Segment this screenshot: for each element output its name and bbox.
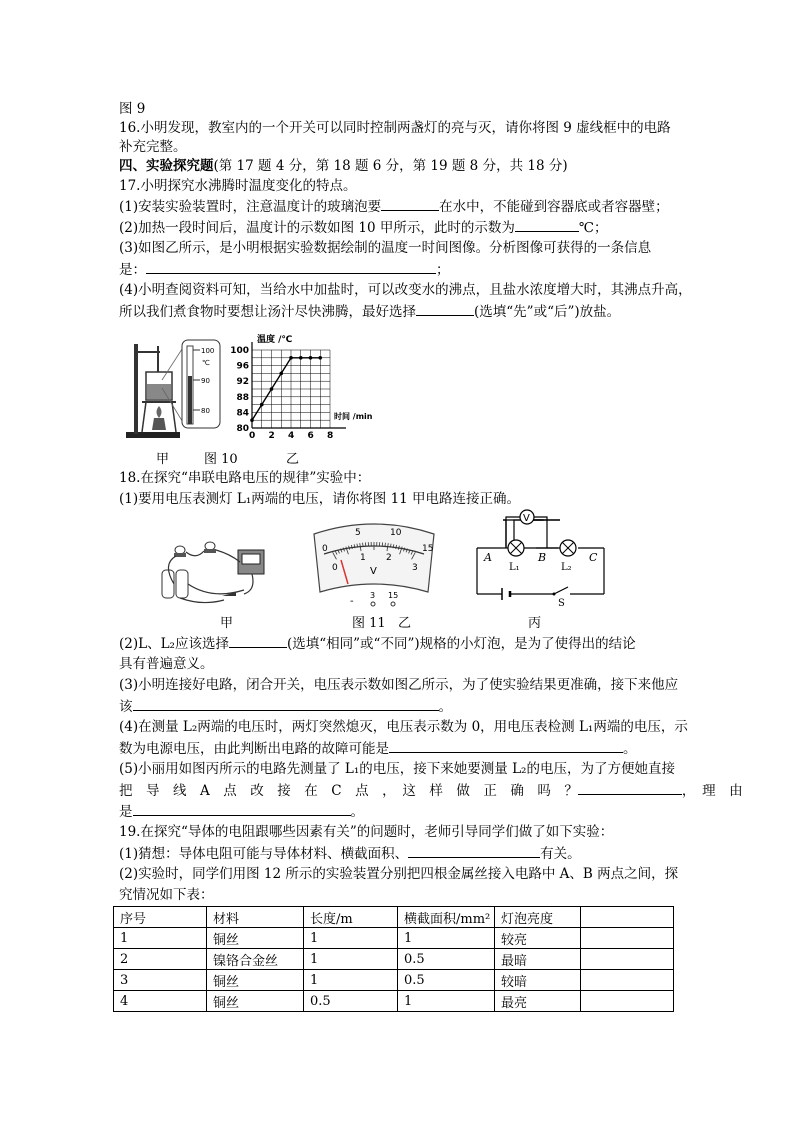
q19-1-blank[interactable] — [408, 844, 540, 858]
y-tick-label: 80 — [236, 424, 249, 434]
meter-tick — [363, 543, 364, 547]
q19-1 — [119, 844, 581, 863]
meter-terminal-post — [371, 602, 375, 606]
table-cell: 2 — [114, 949, 207, 970]
q17-4-text: 所以我们煮食物时要想让汤汁尽快沸腾，最好选择 — [119, 304, 416, 320]
voltmeter-label: V — [523, 513, 530, 524]
point-b-label: B — [538, 551, 547, 564]
table-cell: 较暗 — [495, 970, 581, 991]
table-cell: 镍铬合金丝 — [207, 949, 304, 970]
x-tick-label: 2 — [268, 431, 275, 441]
bulb-holder — [204, 549, 216, 553]
q18-3: (3)小明连接好电路，闭合开关，电压表示数如图乙所示，为了使实验结果更准确，接下来他应 — [119, 677, 679, 693]
switch-label: S — [558, 598, 565, 609]
chart-grid — [252, 350, 330, 428]
table-cell: 1 — [304, 970, 398, 991]
fig11-left-label: 甲 — [220, 616, 234, 631]
apparatus-tripod-leg — [172, 402, 176, 432]
q18-3-answer — [119, 697, 452, 716]
q17-2-blank[interactable] — [515, 218, 579, 232]
chart-xlabel: 时间 /min — [334, 412, 373, 421]
thermometer-mark: 80 — [201, 407, 210, 415]
meter-terminal: 3 — [370, 591, 376, 600]
table-cell: 1 — [304, 949, 398, 970]
q17-2 — [119, 218, 608, 237]
q18-4-answer — [119, 739, 637, 758]
table-cell: 1 — [304, 928, 398, 949]
table-header: 材料 — [207, 907, 304, 928]
meter-face — [314, 524, 434, 592]
q18-3-end: 。 — [438, 699, 452, 715]
meter-bottom-mark: 3 — [412, 563, 418, 573]
table-cell — [581, 970, 674, 991]
point-a-label: A — [484, 551, 492, 564]
apparatus-stand-rod — [134, 344, 138, 434]
table-cell: 1 — [114, 928, 207, 949]
meter-top-mark: 15 — [422, 544, 434, 554]
q18-5-reason-blank[interactable] — [133, 802, 351, 816]
meter-unit: V — [370, 566, 377, 577]
table-cell: 铜丝 — [207, 928, 304, 949]
section4-heading — [119, 157, 568, 175]
q17-3-end: ； — [436, 262, 450, 278]
q18-2-blank[interactable] — [229, 634, 287, 648]
x-tick-label: 6 — [307, 431, 314, 441]
thermometer-mark: 90 — [201, 377, 210, 385]
q17-2-unit: ℃； — [578, 220, 608, 236]
q18-4-blank[interactable] — [389, 739, 623, 753]
q18-2-cont: 具有普遍意义。 — [119, 656, 214, 672]
apparatus-flame — [157, 406, 162, 418]
table-cell: 较亮 — [495, 928, 581, 949]
voltmeter-dial-figure — [310, 520, 438, 608]
apparatus-tripod-leg — [142, 402, 146, 432]
table-cell: 最亮 — [495, 991, 581, 1012]
q17-1 — [119, 197, 669, 216]
q18-2 — [119, 634, 636, 653]
y-tick-label: 100 — [230, 346, 249, 356]
q17-1-text: (1)安装实验装置时，注意温度计的玻璃泡要 — [119, 199, 382, 215]
apparatus-burner — [152, 418, 166, 430]
experiment-table — [113, 906, 674, 1012]
table-cell: 1 — [398, 928, 495, 949]
fig11-caption: 图 11 — [352, 616, 386, 631]
bulb-l1-icon — [175, 546, 185, 554]
q18-4-text: 数为电源电压，由此判断出电路的故障可能是 — [119, 741, 389, 757]
meter-terminal: 15 — [388, 591, 399, 600]
y-tick-label: 92 — [236, 377, 249, 388]
q18-3-label: 该 — [119, 699, 133, 715]
meter-bottom-mark: 0 — [332, 563, 338, 573]
table-cell: 铜丝 — [207, 991, 304, 1012]
switch-symbol — [554, 587, 568, 594]
q19-text: 19.在探究“导体的电阻跟哪些因素有关”的问题时，老师引导同学们做了如下实验： — [119, 824, 614, 840]
table-row — [114, 991, 674, 1012]
lamp-l2-label: L₂ — [561, 562, 572, 573]
table-cell — [581, 949, 674, 970]
table-cell: 3 — [114, 970, 207, 991]
battery-icon — [162, 570, 174, 598]
data-point — [250, 418, 254, 422]
data-point — [309, 356, 313, 360]
table-cell: 铜丝 — [207, 970, 304, 991]
q18-5-blank[interactable] — [578, 781, 682, 795]
q18-2-text-end: (选填“相同”或“不同”)规格的小灯泡，是为了使得出的结论 — [286, 636, 636, 652]
table-cell — [581, 928, 674, 949]
boiling-apparatus-figure — [124, 332, 224, 442]
q19-1-text-end: 有关。 — [540, 846, 581, 862]
battery-icon — [176, 570, 188, 598]
q18-5-reason-end: 。 — [350, 804, 364, 820]
fig9-caption: 图 9 — [119, 101, 146, 117]
q17-3-label: 是： — [119, 262, 146, 278]
y-tick-label: 84 — [236, 408, 249, 419]
chart-axes — [252, 342, 346, 428]
x-tick-label: 4 — [288, 431, 295, 441]
data-point — [270, 387, 274, 391]
y-tick-label: 96 — [236, 361, 249, 372]
meter-tick — [385, 543, 386, 547]
q17-3-answer — [119, 260, 450, 279]
q16-text: 16.小明发现，教室内的一个开关可以同时控制两盏灯的亮与灭，请你将图 9 虚线框中的电路 — [119, 120, 671, 136]
q17-4: (4)小明查阅资料可知，当给水中加盐时，可以改变水的沸点，且盐水浓度增大时，其沸点升高， — [119, 282, 692, 298]
table-row — [114, 949, 674, 970]
apparatus-zoom-line — [162, 388, 184, 424]
thermometer-liquid — [188, 376, 192, 424]
q19-2: (2)实验时，同学们用图 12 所示的实验装置分别把四根金属丝接入电路中 A、B 两点之间，探 — [119, 866, 679, 882]
table-cell: 4 — [114, 991, 207, 1012]
data-point — [289, 356, 293, 360]
meter-bottom-mark: 2 — [386, 553, 392, 563]
table-cell: 最暗 — [495, 949, 581, 970]
q18-3-blank[interactable] — [133, 697, 439, 711]
meter-top-mark: 0 — [322, 544, 328, 554]
apparatus-zoom-line — [162, 346, 184, 380]
table-cell: 0.5 — [304, 991, 398, 1012]
fig10-caption: 图 10 — [204, 452, 238, 467]
y-tick-label: 88 — [236, 392, 249, 403]
q18-5-reason — [119, 802, 364, 821]
meter-terminal-post — [391, 602, 395, 606]
data-point — [260, 403, 264, 407]
q17-4-text-end: (选填“先”或“后”)放盐。 — [474, 304, 621, 320]
table-header: 长度/m — [304, 907, 398, 928]
table-header-row — [114, 907, 674, 928]
q18-5-answer — [119, 781, 743, 800]
meter-top-mark: 10 — [390, 528, 402, 538]
q17-3: (3)如图乙所示，是小明根据实验数据绘制的温度一时间图像。分析图像可获得的一条信息 — [119, 240, 652, 256]
data-point — [299, 356, 303, 360]
q18-4-end: 。 — [623, 741, 637, 757]
table-header: 序号 — [114, 907, 207, 928]
lamp-l1-label: L₁ — [509, 562, 520, 573]
point-c-label: C — [589, 551, 598, 564]
table-cell: 0.5 — [398, 949, 495, 970]
q16-text-cont: 补充完整。 — [119, 139, 187, 155]
thermometer-mark: 100 — [201, 347, 215, 355]
temperature-time-chart — [226, 332, 373, 444]
q18-5-reason-label: 是 — [119, 804, 133, 820]
voltmeter-wire-right — [534, 517, 547, 548]
data-point — [318, 356, 322, 360]
x-tick-label: 0 — [249, 431, 256, 441]
q17-3-blank[interactable] — [146, 260, 436, 274]
switch-pivot — [553, 593, 556, 596]
meter-top-mark: 5 — [355, 528, 361, 538]
physical-circuit-figure — [152, 520, 272, 610]
q18-5-text: 把 导 线 A 点 改 接 在 C 点 ， 这 样 做 正 确 吗 ？ — [119, 783, 578, 799]
q17-4-blank[interactable] — [416, 302, 474, 316]
meter-bottom-mark: 1 — [360, 553, 366, 563]
q18-1: (1)要用电压表测灯 L₁两端的电压，请你将图 11 甲电路连接正确。 — [119, 491, 521, 507]
series-circuit-diagram — [472, 508, 610, 608]
q18-2-text: (2)L、L₂应该选择 — [119, 636, 229, 652]
thermometer-unit: ℃ — [202, 359, 210, 367]
chart-ylabel: 温度 /℃ — [257, 335, 293, 345]
fig10-right-label: 乙 — [286, 452, 300, 467]
table-cell — [581, 991, 674, 1012]
q18-text: 18.在探究“串联电路电压的规律”实验中： — [119, 470, 371, 486]
section4-note: (第 17 题 4 分，第 18 题 6 分，第 19 题 8 分，共 18 分) — [213, 158, 568, 174]
q18-4: (4)在测量 L₂两端的电压时，两灯突然熄灭，电压表示数为 0，用电压表检测 L₁两端的电压，示 — [119, 719, 688, 735]
table-header: 灯泡亮度 — [495, 907, 581, 928]
q19-2-cont: 究情况如下表： — [119, 887, 214, 903]
bulb-l2-icon — [205, 542, 215, 550]
fig11-mid-label: 乙 — [398, 616, 412, 631]
table-header: 横截面积/mm² — [398, 907, 495, 928]
q17-1-blank[interactable] — [381, 197, 439, 211]
table-header — [581, 907, 674, 928]
q17-1-text-end: 在水中，不能碰到容器底或者容器壁； — [439, 199, 669, 215]
chart-tick-labels — [230, 346, 333, 441]
q17-4-answer — [119, 302, 620, 321]
q19-1-text: (1)猜想：导体电阻可能与导体材料、横截面积、 — [119, 846, 409, 862]
section4-title: 四、实验探究题 — [119, 158, 214, 174]
table-cell: 0.5 — [398, 970, 495, 991]
fig11-right-label: 丙 — [528, 616, 542, 631]
fig10-left-label: 甲 — [156, 452, 170, 467]
data-point — [279, 372, 283, 376]
table-row — [114, 928, 674, 949]
table-row — [114, 970, 674, 991]
q18-5-text-end: ， 理 由 — [681, 783, 743, 799]
q17-2-text: (2)加热一段时间后，温度计的示数如图 10 甲所示，此时的示数为 — [119, 220, 515, 236]
x-tick-label: 8 — [327, 431, 334, 441]
meter-terminal: - — [350, 596, 354, 607]
q17-text: 17.小明探究水沸腾时温度变化的特点。 — [119, 178, 357, 194]
q18-5: (5)小丽用如图丙所示的电路先测量了 L₁的电压，接下来她要测量 L₂的电压，为了方便她直接 — [119, 761, 675, 777]
table-cell: 1 — [398, 991, 495, 1012]
voltmeter-dial — [242, 554, 260, 564]
